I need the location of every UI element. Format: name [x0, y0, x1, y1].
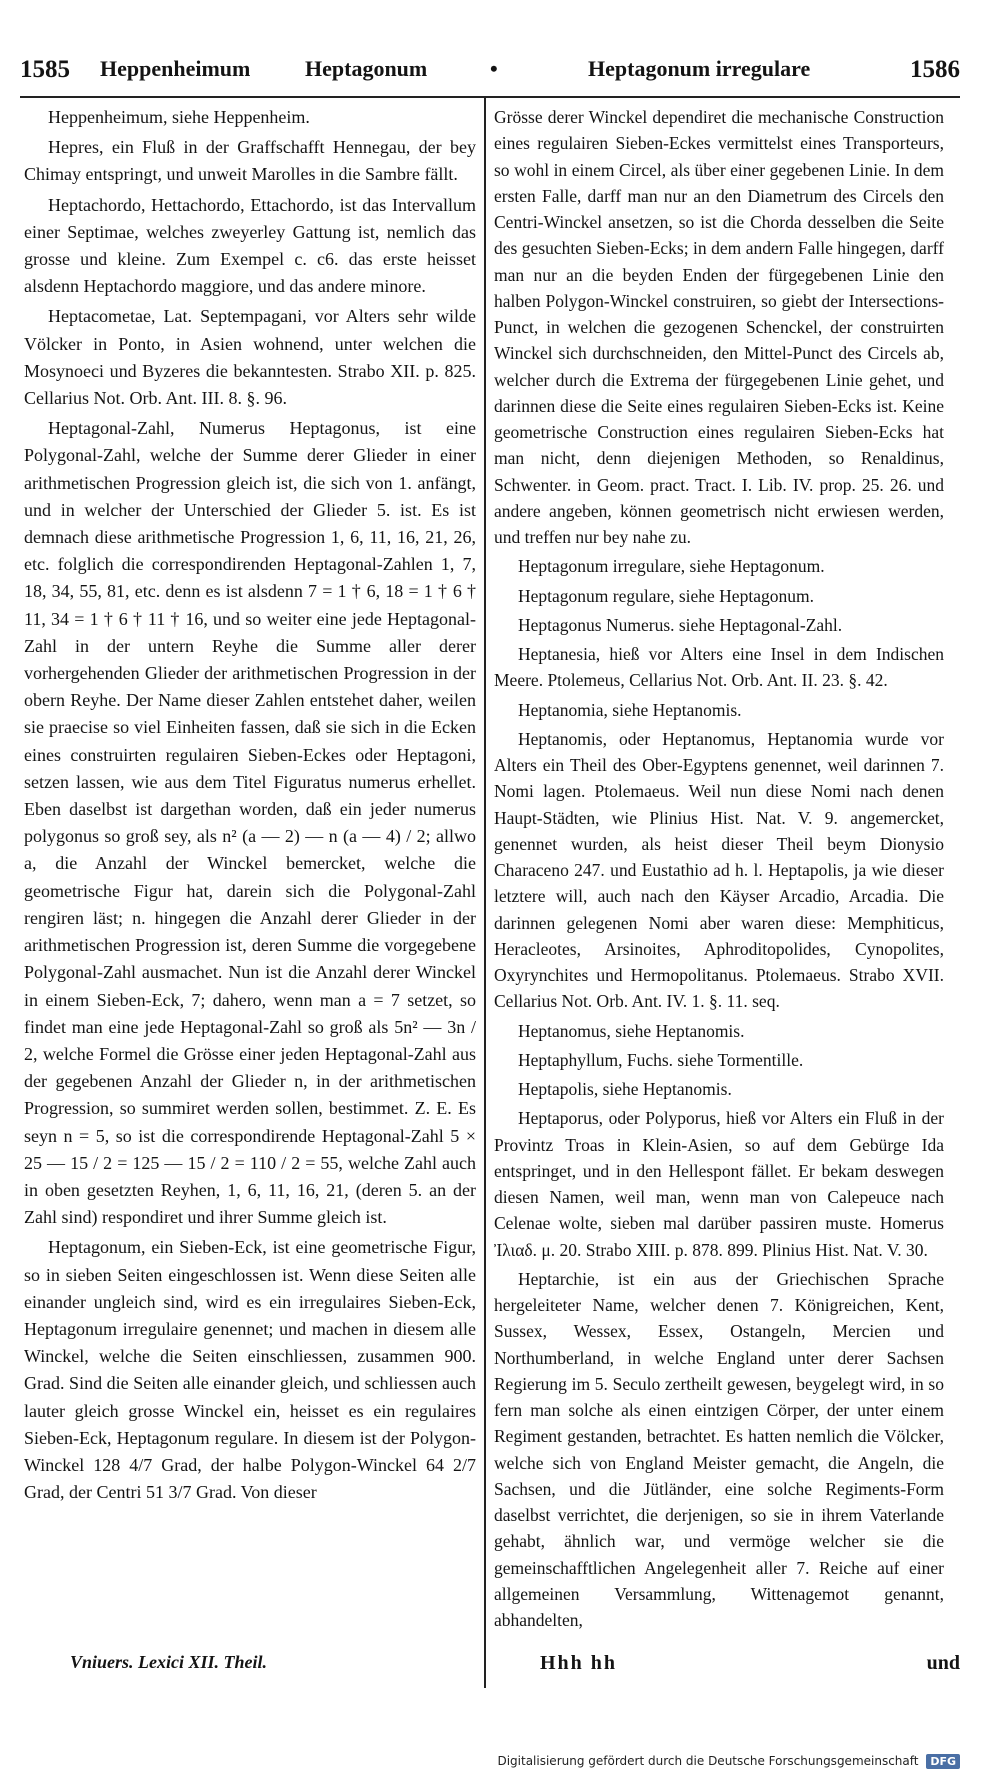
entry-heptacometae: Heptacometae, Lat. Septempagani, vor Alters sehr wilde Völcker in Ponto, in Asien wohnend, unter welchen die Mosynoeci und Byzeres die bekanntesten. Strabo XII. p. 825. Cellarius Not. Orb. Ant. III. 8. §. 96.	[24, 306, 476, 409]
left-page-number: 1585	[20, 56, 70, 83]
entry-hepres: Hepres, ein Fluß in der Graffschafft Hennegau, der bey Chimay entspringt, und unweit Marolles in die Sambre fällt.	[24, 137, 476, 185]
right-running-head: Heptagonum irregulare	[588, 56, 811, 81]
digitization-credit	[497, 1754, 960, 1769]
right-column	[494, 104, 944, 1636]
entry-heptapolis: Heptapolis, siehe Heptanomis.	[518, 1079, 732, 1099]
entry-heptagonal-zahl: Heptagonal-Zahl, Numerus Heptagonus, ist eine Polygonal-Zahl, welche der Summe derer Glieder in einer arithmetischen Progression gleich ist, die sich von 1. anfängt, und in welcher der Unterschied der Glieder 5. ist. Es ist demnach diese arithmetische Progression 1, 6, 11, 16, 21, 26, etc. folglich die correspondirenden Heptagonal-Zahlen 1, 7, 18, 34, 55, 81, etc. denn es ist alsdenn 7 = 1 † 6, 18 = 1 † 6 † 11, 34 = 1 † 6 † 11 † 16, und so weiter eine jede Heptagonal-Zahl in der untern Reyhe die Summe aller derer vorhergehenden Glieder der arithmetischen Progression in der obern Reyhe. Der Name dieser Zahlen entstehet daher, weilen sie praecise so viel Einheiten fassen, daß sie sich in die Ecken eines construirten regulairen Sieben-Eckes oder Heptagoni, setzen lassen, wie aus dem Titel Figuratus numerus erhellet. Eben daselbst ist dargethan worden, daß ein jeder numerus polygonus so groß sey, als n² (a — 2) — n (a — 4) / 2; allwo a, die Anzahl der Winckel bemercket, welche die geometrische Figur hat, darein sich die Polygonal-Zahl rengiren läst; n. hingegen die Anzahl derer Glieder in der arithmetischen Progression ist, deren Summe die vorgegebene Polygonal-Zahl ausmachet. Nun ist die Anzahl derer Winckel in einem Sieben-Eck, 7; dahero, wenn man a = 7 setzet, so findet man eine jede Heptagonal-Zahl so groß als 5n² — 3n / 2, welche Formel die Grösse einer jeden Heptagonal-Zahl aus der gegebenen Anzahl der Glieder n, in der arithmetischen Progression, so summiret werden sollen, bestimmet. Z. E. Es seyn n = 5, so ist die correspondirende Heptagonal-Zahl 5 × 25 — 15 / 2 = 125 — 15 / 2 = 110 / 2 = 55, welche Zahl auch in oben gesetzten Reyhen, 1, 6, 11, 16, 21, (deren 5. an der Zahl sind) respondiret und ihrer Summe gleich ist.	[24, 418, 476, 1228]
column-divider	[484, 98, 486, 1688]
credit-text: Digitalisierung gefördert durch die Deutsche Forschungsgemeinschaft	[497, 1754, 919, 1768]
header-separator: •	[490, 56, 498, 81]
entry-heptanesia: Heptanesia, hieß vor Alters eine Insel in dem Indischen Meere. Ptolemeus, Cellarius Not. Orb. Ant. II. 23. §. 42.	[494, 644, 944, 691]
entry-heptachordo: Heptachordo, Hettachordo, Ettachordo, ist das Intervallum einer Septimae, welches zweyerley Gattung ist, nemlich das grosse und kleine. Zum Exempel c. c6. das erste heisset alsdenn Heptachordo maggiore, und das andere minore.	[24, 194, 476, 297]
entry-heptaporus: Heptaporus, oder Polyporus, hieß vor Alters ein Fluß in der Provintz Troas in Klein-Asien, so auf dem Gebürge Ida entspringet, und in den Hellespont fället. Er bekam deswegen diesen Namen, weil man, wenn man von Calepeuce nach Celenae wolte, sieben mal darüber passiren muste. Homerus Ἰλιαδ. μ. 20. Strabo XIII. p. 878. 899. Plinius Hist. Nat. V. 30.	[494, 1108, 944, 1260]
dfg-logo: DFG	[926, 1754, 960, 1769]
printer-signature: Hhh hh	[540, 1652, 618, 1674]
catchword: und	[926, 1652, 960, 1674]
center-running-head: Heptagonum	[305, 56, 428, 81]
entry-heptagonum-irregulare: Heptagonum irregulare, siehe Heptagonum.	[518, 556, 825, 577]
header-rule	[20, 96, 960, 98]
entry-heptagonum-regulare: Heptagonum regulare, siehe Heptagonum.	[518, 585, 814, 606]
entry-heptanomus: Heptanomus, siehe Heptanomis.	[518, 1020, 745, 1041]
entry-heptagonum: Heptagonum, ein Sieben-Eck, ist eine geometrische Figur, so in sieben Seiten eingeschlossen ist. Wenn diese Seiten alle einander ungleich sind, wird es ein irregulaires Sieben-Eck, Heptagonum irregulaire genennet; und machen in diesem alle Winckel, welche die Seiten einschliessen, zusammen 900. Grad. Sind die Seiten alle einander gleich, und schliessen auch lauter gleich grosse Winckel ein, heisset es ein regulaires Sieben-Eck, Heptagonum regulare. In diesem ist der Polygon-Winckel 128 4/7 Grad, der halbe Polygon-Winckel 64 2/7 Grad, der Centri 51 3/7 Grad. Von dieser	[24, 1237, 476, 1503]
volume-note: Vniuers. Lexici XII. Theil.	[70, 1652, 268, 1672]
left-column	[24, 104, 476, 1509]
running-header	[20, 56, 960, 96]
entry-heptagonum-continued: Grösse derer Winckel dependiret die mechanische Construction eines regulairen Sieben-Eckes vermittelst eines Transporteurs, so wohl in einem Circel, als über einer gegebenen Linie. In dem ersten Falle, darff man nur an den Diametrum des Circels den Centri-Winckel ansetzen, so ist die Chorda desselben die Seite des gesuchten Sieben-Ecks; in dem andern Falle hingegen, darff man nur an die beyden Enden der fürgegebenen Linie den halben Polygon-Winckel construiren, so giebt der Intersections-Punct, in welchen die gezogenen Schenckel, der construirten Winckel sich durchschneiden, den Mittel-Punct des Circels ab, welcher durch die Extrema der fürgegebenen Linie gehet, und darinnen diese die Seite eines regulairen Sieben-Ecks ist. Keine geometrische Construction eines regulairen Sieben-Ecks hat man nicht, denn diejenigen Methoden, so Renaldinus, Schwenter. in Geom. pract. Tract. I. Lib. IV. prop. 25. 26. und andere angeben, können geometrisch nicht erwiesen werden, und treffen nur bey nahe zu.	[494, 107, 944, 547]
right-page-number: 1586	[910, 56, 960, 83]
entry-heptagonus-numerus: Heptagonus Numerus. siehe Heptagonal-Zahl.	[518, 614, 843, 635]
entry-heppenheimum: Heppenheimum, siehe Heppenheim.	[48, 107, 310, 127]
entry-heptaphyllum: Heptaphyllum, Fuchs. siehe Tormentille.	[518, 1049, 804, 1070]
left-running-head: Heppenheimum	[100, 56, 251, 81]
entry-heptarchie: Heptarchie, ist ein aus der Griechischen Sprache hergeleiteter Name, welcher denen 7. Königreichen, Kent, Sussex, Wessex, Essex, Ostangeln, Mercien und Northumberland, in welche England unter derer Sachsen Regierung im 5. Seculo zertheilt gewesen, beygelegt wird, in so fern man solche als einen eintzigen Cörper, der unter einem Regiment gestanden, betrachtet. Es hatten nemlich die Völcker, welche sich von England Meister gemacht, die Angeln, die Sachsen, und die Jütländer, eine solche Regiments-Form daselbst verrichtet, die derjenigen, so sie in ihrem Vaterlande gehabt, ähnlich war, und vermöge welcher sie die gemeinschafftlichen Angelegenheit aller 7. Reiche auf einer allgemeinen Versammlung, Wittenagemot genannt, abhandelten,	[494, 1268, 944, 1630]
entry-heptanomis: Heptanomis, oder Heptanomus, Heptanomia wurde vor Alters ein Theil des Ober-Egyptens genennet, weil darinnen 7. Nomi lagen. Ptolemaeus. Weil nun diese Nomi nach denen Haupt-Städten, wie Plinius Hist. Nat. V. 9. angemercket, genennet wurden, als heist dieser Theil beym Dionysio Characeno 247. und Eustathio ad h. l. Heptapolis, ja wie dieser letztere will, auch nach den Käyser Arcadio, Arcadia. Die darinnen gelegenen Nomi aber waren diese: Memphiticus, Heracleotes, Arsinoites, Aphroditopolides, Cynopolites, Oxyrynchites und Hermopolitanus. Ptolemaeus. Strabo XVII. Cellarius Not. Orb. Ant. IV. 1. §. 11. seq.	[494, 728, 944, 1012]
entry-heptanomia: Heptanomia, siehe Heptanomis.	[518, 699, 742, 720]
